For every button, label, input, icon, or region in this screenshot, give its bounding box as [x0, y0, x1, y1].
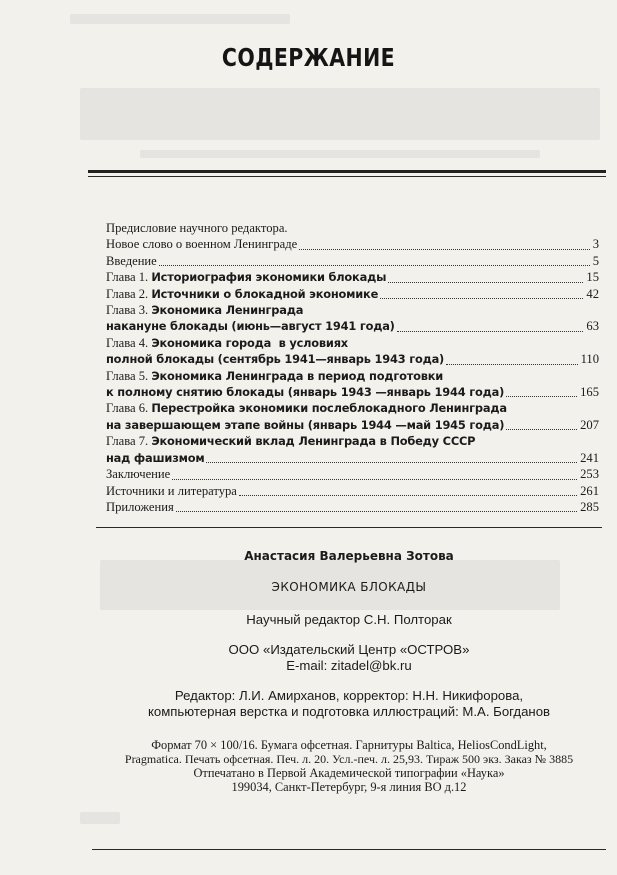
- toc-leader: [380, 298, 583, 299]
- scientific-editor: Научный редактор С.Н. Полторак: [246, 612, 452, 627]
- toc-leader: [506, 429, 577, 430]
- toc-item[interactable]: [106, 499, 599, 515]
- toc-item[interactable]: [106, 236, 599, 252]
- toc-item[interactable]: [106, 253, 599, 269]
- toc-item-prefix: Глава 6.: [106, 401, 152, 416]
- toc-item-label: Приложения: [106, 499, 174, 514]
- toc-item-page: 285: [580, 499, 599, 514]
- toc-item-label: Историография экономики блокады: [151, 270, 387, 285]
- toc-item-label: Источники и литература: [106, 483, 237, 498]
- toc-item-label: Введение: [106, 253, 157, 268]
- toc-item-page: 253: [580, 467, 599, 482]
- editors-line-1: Редактор: Л.И. Амирханов, корректор: Н.Н. Никифорова,: [174, 688, 524, 703]
- toc-item[interactable]: [106, 466, 599, 482]
- toc-leader: [388, 282, 583, 283]
- toc-item-label-cont: на завершающем этапе войны (январь 1944 —май 1945 года): [106, 417, 505, 432]
- toc-item-label-cont: к полному снятию блокады (январь 1943 —январь 1944 года): [106, 385, 505, 400]
- page-title: СОДЕРЖАНИЕ: [221, 43, 396, 72]
- toc-item-label: Экономика Ленинграда: [151, 303, 304, 318]
- toc-item-page: 15: [586, 270, 599, 285]
- toc-item-page: 3: [592, 237, 599, 252]
- spec-line-2: Pragmatica. Печать офсетная. Печ. л. 20. Усл.-печ. л. 25,93. Тираж 500 экз. Заказ № 3885: [124, 752, 574, 766]
- author-name: Анастасия Валерьевна Зотова: [244, 549, 454, 563]
- toc-preface-heading: Предисловие научного редактора.: [106, 221, 288, 235]
- toc-item-page: 110: [580, 352, 599, 367]
- spec-line-4: 199034, Санкт-Петербург, 9-я линия ВО д.12: [231, 780, 467, 794]
- toc-item[interactable]: [106, 335, 599, 368]
- toc-item[interactable]: [106, 269, 599, 285]
- toc-leader: [159, 265, 590, 266]
- toc-item[interactable]: [106, 286, 599, 302]
- imprint-top-rule: [96, 527, 602, 528]
- toc-item-label: Экономика города в условиях: [151, 335, 348, 350]
- toc-leader: [397, 331, 584, 332]
- toc-item[interactable]: [106, 368, 599, 401]
- show-through-bottom: [80, 812, 120, 824]
- title-rule: [88, 170, 606, 173]
- toc-item-page: 42: [586, 286, 599, 301]
- toc-item-page: 261: [580, 483, 599, 498]
- toc-item-page: 5: [592, 253, 599, 268]
- book-title: ЭКОНОМИКА БЛОКАДЫ: [271, 580, 427, 594]
- toc-item-page: 241: [580, 450, 599, 465]
- toc-item[interactable]: [106, 302, 599, 335]
- toc-leader: [239, 495, 577, 496]
- toc-item-label: Новое слово о военном Ленинграде: [106, 237, 298, 252]
- show-through-header: [80, 88, 600, 140]
- show-through-top: [70, 14, 290, 24]
- toc-item-prefix: Глава 4.: [106, 335, 152, 350]
- toc-item-page: 165: [580, 385, 599, 400]
- toc-item-prefix: Глава 2.: [106, 286, 152, 301]
- toc-item[interactable]: [106, 483, 599, 499]
- toc-item-label-cont: над фашизмом: [106, 450, 205, 465]
- publisher-name: ООО «Издательский Центр «ОСТРОВ»: [228, 642, 470, 657]
- page-bottom-rule: [92, 849, 606, 850]
- toc-item-label: Экономический вклад Ленинграда в Победу СССР: [151, 434, 476, 449]
- toc-item-label: Экономика Ленинграда в период подготовки: [151, 368, 444, 383]
- toc-item[interactable]: [106, 400, 599, 433]
- toc-leader: [446, 364, 578, 365]
- toc-leader: [506, 396, 577, 397]
- title-rule-thin: [88, 176, 606, 177]
- toc-item-prefix: Глава 5.: [106, 368, 152, 383]
- table-of-contents: [106, 220, 599, 515]
- toc-item-label: Заключение: [106, 467, 171, 482]
- toc-item-label: Перестройка экономики послеблокадного Ленинграда: [151, 401, 507, 416]
- spec-line-1: Формат 70 × 100/16. Бумага офсетная. Гарнитуры Baltica, HeliosCondLight,: [151, 738, 547, 752]
- toc-leader: [299, 249, 589, 250]
- toc-leader: [176, 511, 577, 512]
- toc-item[interactable]: [106, 433, 599, 466]
- toc-item-page: 63: [586, 319, 599, 334]
- show-through-row: [140, 150, 540, 158]
- toc-item-label: Источники о блокадной экономике: [151, 286, 379, 301]
- toc-item-page: 207: [580, 417, 599, 432]
- toc-item-prefix: Глава 3.: [106, 303, 152, 318]
- editors-line-2: компьютерная верстка и подготовка иллюстраций: М.А. Богданов: [147, 704, 551, 719]
- toc-item-label-cont: накануне блокады (июнь—август 1941 года): [106, 319, 395, 334]
- toc-leader: [172, 479, 577, 480]
- toc-item-prefix: Глава 7.: [106, 434, 152, 449]
- publisher-email: E-mail: zitadel@bk.ru: [286, 658, 412, 673]
- toc-item-prefix: Глава 1.: [106, 270, 152, 285]
- toc-item-label-cont: полной блокады (сентябрь 1941—январь 1943 года): [106, 352, 445, 367]
- spec-line-3: Отпечатано в Первой Академической типографии «Наука»: [193, 766, 505, 780]
- toc-leader: [206, 462, 577, 463]
